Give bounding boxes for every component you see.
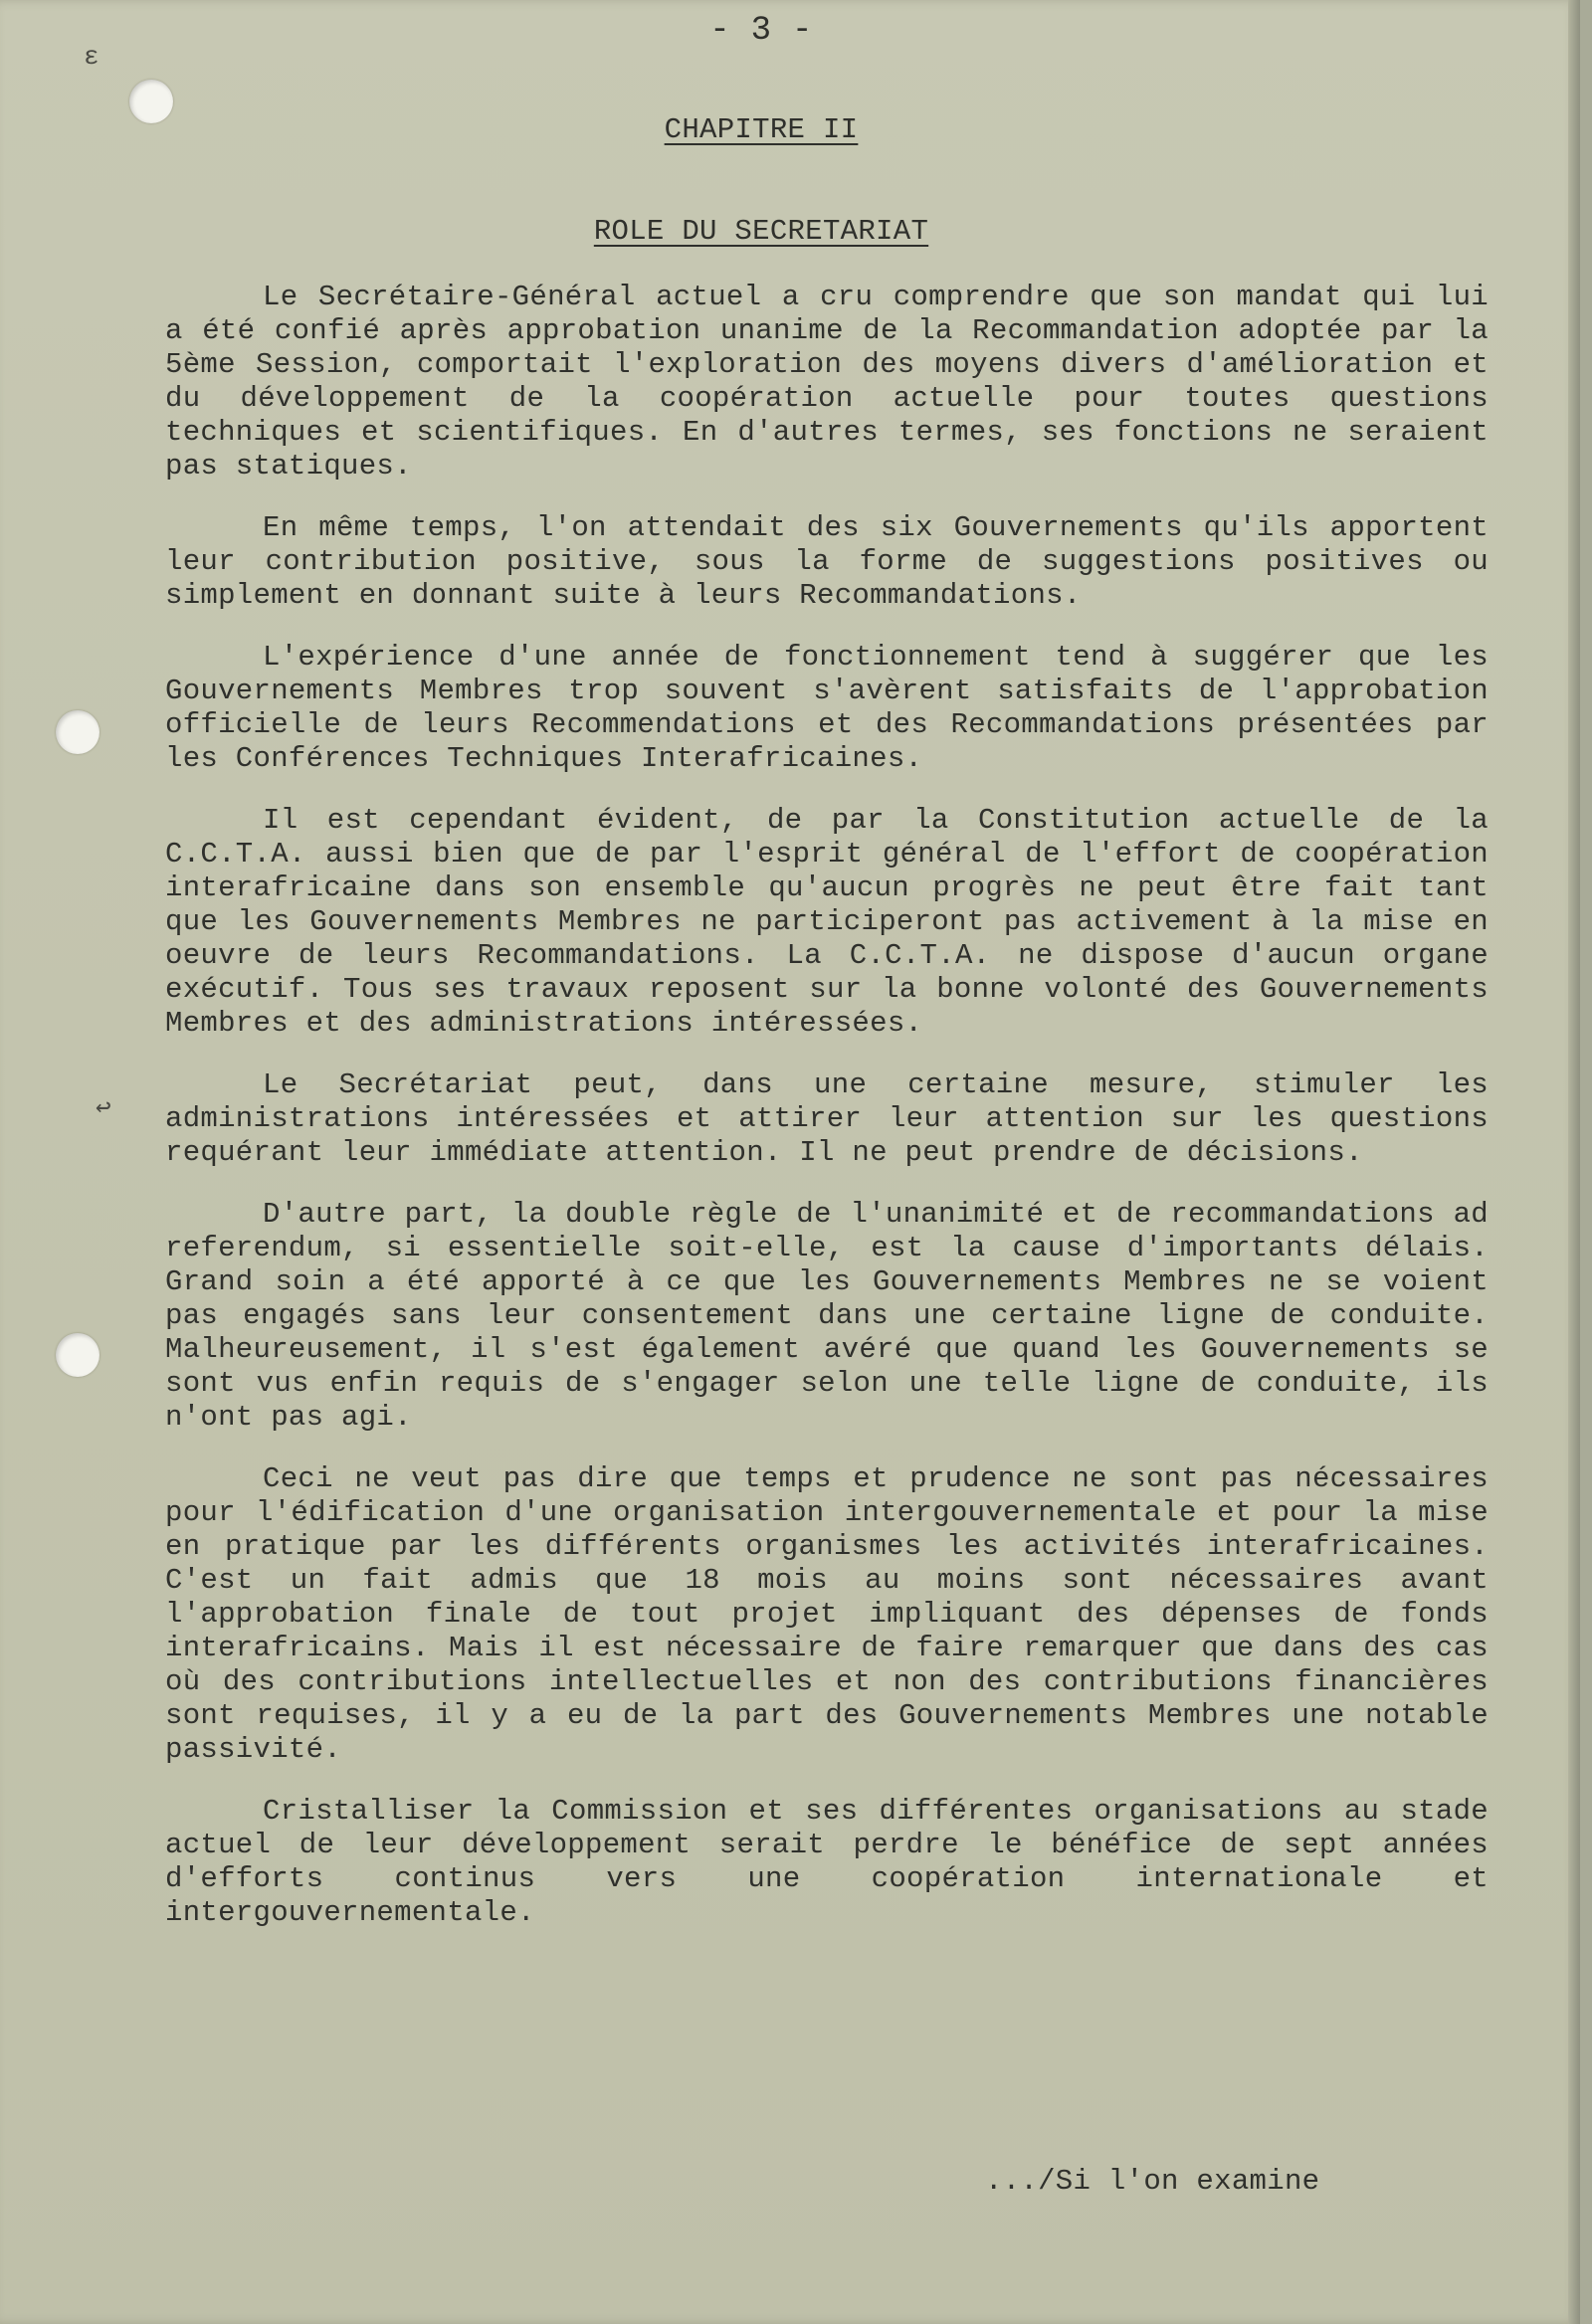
section-title: ROLE DU SECRETARIAT <box>593 215 929 248</box>
paragraph: Ceci ne veut pas dire que temps et prudence ne sont pas nécessaires pour l'édification d'une organisation intergouvernementale et pour la mise en pratique par les différents organismes les activités interafricaines. C'est un fait admis que 18 mois au moins sont nécessaires avant l'approbation finale de tout projet impliquant des dépenses de fonds interafricains. Mais il est nécessaire de faire remarquer que dans des cas où des contributions intellectuelles et non des contributions financières sont requises, il y a eu de la part des Gouvernements Membres une notable passivité. <box>165 1462 1489 1766</box>
page-edge <box>1568 0 1580 2324</box>
punch-hole-middle <box>56 710 100 754</box>
paragraph: Il est cependant évident, de par la Constitution actuelle de la C.C.T.A. aussi bien que de par l'esprit général de l'effort de coopération interafricaine dans son ensemble qu'aucun progrès ne peut être fait tant que les Gouvernements Membres ne participeront pas activement à la mise en oeuvre de leurs Recommandations. La C.C.T.A. ne dispose d'aucun organe exécutif. Tous ses travaux reposent sur la bonne volonté des Gouvernements Membres et des administrations intéressées. <box>165 804 1489 1040</box>
document-body <box>165 281 1489 1958</box>
continuation-note: .../Si l'on examine <box>985 2165 1320 2198</box>
chapter-title: CHAPITRE II <box>664 113 859 146</box>
punch-hole-lower <box>56 1333 100 1377</box>
paragraph: Le Secrétariat peut, dans une certaine mesure, stimuler les administrations intéressées et attirer leur attention sur les questions requérant leur immédiate attention. Il ne peut prendre de décisions. <box>165 1068 1489 1169</box>
page-number: - 3 - <box>709 12 813 50</box>
paragraph: L'expérience d'une année de fonctionnement tend à suggérer que les Gouvernements Membres trop souvent s'avèrent satisfaits de l'approbation officielle de leurs Recommendations et des Recommandations présentées par les Conférences Techniques Interafricaines. <box>165 641 1489 775</box>
paragraph: En même temps, l'on attendait des six Gouvernements qu'ils apportent leur contribution positive, sous la forme de suggestions positives ou simplement en donnant suite à leurs Recommandations. <box>165 511 1489 612</box>
paragraph: D'autre part, la double règle de l'unanimité et de recommandations ad referendum, si essentielle soit-elle, est la cause d'importants délais. Grand soin a été apporté à ce que les Gouvernements Membres ne se voient pas engagés sans leur consentement dans une certaine ligne de conduite. Malheureusement, il s'est également avéré que quand les Gouvernements se sont vus enfin requis de s'engager selon une telle ligne de conduite, ils n'ont pas agi. <box>165 1198 1489 1434</box>
paragraph: Cristalliser la Commission et ses différentes organisations au stade actuel de leur développement serait perdre le bénéfice de sept années d'efforts continus vers une coopération internationale et intergouvernementale. <box>165 1795 1489 1929</box>
margin-mark-top: ɛ <box>84 42 100 72</box>
paragraph: Le Secrétaire-Général actuel a cru comprendre que son mandat qui lui a été confié après approbation unanime de la Recommandation adoptée par la 5ème Session, comportait l'exploration des moyens divers d'amélioration et du développement de la coopération actuelle pour toutes questions techniques et scientifiques. En d'autres termes, ses fonctions ne seraient pas statiques. <box>165 281 1489 483</box>
margin-mark-middle: ↩ <box>96 1093 111 1123</box>
